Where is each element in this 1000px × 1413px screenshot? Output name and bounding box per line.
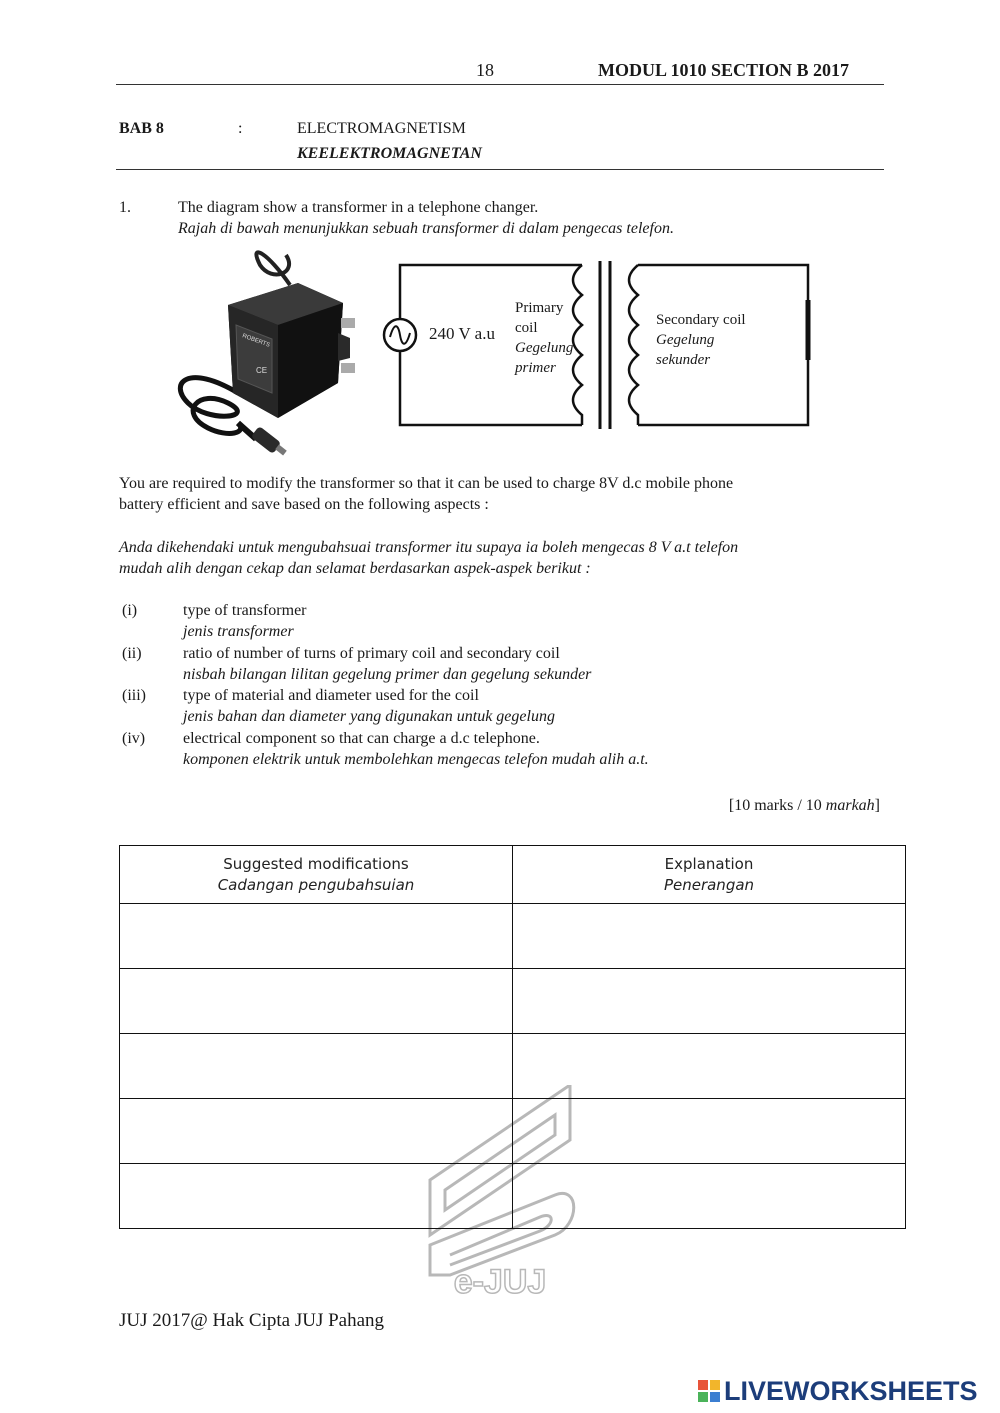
secondary-label-line2: Gegelung — [656, 332, 715, 348]
col2-header-en: Explanation — [664, 854, 754, 873]
primary-coil-label — [515, 298, 573, 378]
question-number: 1. — [119, 199, 131, 216]
chapter-title-ms: KEELEKTROMAGNETAN — [297, 145, 482, 162]
col1-header-en: Suggested modifications — [223, 854, 409, 873]
table-row — [120, 969, 906, 1034]
phone-charger-image — [168, 243, 368, 458]
chapter-separator: : — [238, 120, 243, 137]
explanation-cell[interactable] — [513, 1099, 906, 1164]
primary-coil — [573, 265, 582, 425]
modification-cell[interactable] — [120, 969, 513, 1034]
aspect-3-ms: jenis bahan dan diameter yang digunakan untuk gegelung — [183, 708, 555, 725]
instruction-en-line2: battery efficient and save based on the following aspects : — [119, 496, 489, 513]
secondary-coil-label — [656, 310, 746, 370]
chapter-label: BAB 8 — [119, 120, 164, 137]
footer-copyright: JUJ 2017@ Hak Cipta JUJ Pahang — [119, 1310, 385, 1331]
source-voltage-label: 240 V a.u — [429, 324, 495, 343]
header-rule — [116, 84, 884, 85]
modification-cell[interactable] — [120, 1164, 513, 1229]
answer-table — [119, 845, 906, 1229]
column-header-modifications — [120, 846, 513, 904]
aspect-1-num: (i) — [122, 602, 138, 619]
explanation-cell[interactable] — [513, 904, 906, 969]
aspect-3-num: (iii) — [122, 687, 146, 704]
table-row — [120, 1034, 906, 1099]
instruction-en-line1: You are required to modify the transformer so that it can be used to charge 8V d.c mobile phone — [119, 475, 734, 492]
marks-italic: markah — [825, 797, 875, 814]
primary-label-line4: primer — [515, 360, 556, 376]
chapter-title-en: ELECTROMAGNETISM — [297, 120, 466, 137]
charger-brand: ROBERTS — [241, 333, 271, 349]
primary-label-line2: coil — [515, 320, 538, 336]
aspect-2-en: ratio of number of turns of primary coil and secondary coil — [183, 645, 560, 662]
watermark-text: e-JUJ — [453, 1263, 547, 1300]
charger-mark: CE — [256, 366, 268, 375]
answer-table-header — [120, 846, 906, 904]
instruction-ms-line2: mudah alih dengan cekap dan selamat berdasarkan aspek-aspek berikut : — [119, 560, 591, 577]
explanation-cell[interactable] — [513, 1034, 906, 1099]
primary-label-line3: Gegelung — [515, 340, 574, 356]
modification-cell[interactable] — [120, 1099, 513, 1164]
aspect-3-en: type of material and diameter used for the coil — [183, 687, 479, 704]
aspect-4-ms: komponen elektrik untuk membolehkan mengecas telefon mudah alih a.t. — [183, 751, 649, 768]
col1-header-ms: Cadangan pengubahsuian — [217, 875, 415, 894]
aspect-4-num: (iv) — [122, 730, 146, 747]
liveworksheets-logo-icon — [698, 1380, 720, 1402]
aspect-1-ms: jenis transformer — [183, 623, 294, 640]
primary-label-line1: Primary — [515, 300, 564, 316]
column-header-explanation — [513, 846, 906, 904]
secondary-label-line1: Secondary coil — [656, 312, 746, 328]
marks-suffix: ] — [874, 797, 880, 814]
modification-cell[interactable] — [120, 1034, 513, 1099]
secondary-coil — [629, 265, 638, 425]
aspect-2-ms: nisbah bilangan lilitan gegelung primer dan gegelung sekunder — [183, 666, 592, 683]
explanation-cell[interactable] — [513, 1164, 906, 1229]
question-line-en: The diagram show a transformer in a telephone changer. — [178, 199, 539, 216]
transformer-circuit-diagram — [370, 255, 815, 435]
col2-header-ms: Penerangan — [663, 875, 755, 894]
liveworksheets-brand[interactable]: LIVEWORKSHEETS — [724, 1376, 978, 1406]
question-line-ms: Rajah di bawah menunjukkan sebuah transformer di dalam pengecas telefon. — [178, 220, 674, 237]
aspect-4-en: electrical component so that can charge a d.c telephone. — [183, 730, 540, 747]
aspect-1-en: type of transformer — [183, 602, 307, 619]
secondary-label-line3: sekunder — [656, 352, 711, 368]
module-title: MODUL 1010 SECTION B 2017 — [598, 60, 850, 80]
page-number: 18 — [476, 60, 494, 80]
table-row — [120, 904, 906, 969]
marks-label — [729, 795, 880, 816]
instruction-ms-line1: Anda dikehendaki untuk mengubahsuai transformer itu supaya ia boleh mengecas 8 V a.t telefon — [119, 539, 739, 556]
table-row — [120, 1164, 906, 1229]
explanation-cell[interactable] — [513, 969, 906, 1034]
marks-prefix: [10 marks / 10 — [728, 797, 826, 814]
modification-cell[interactable] — [120, 904, 513, 969]
aspect-2-num: (ii) — [122, 645, 142, 662]
chapter-rule — [116, 169, 884, 170]
table-row — [120, 1099, 906, 1164]
